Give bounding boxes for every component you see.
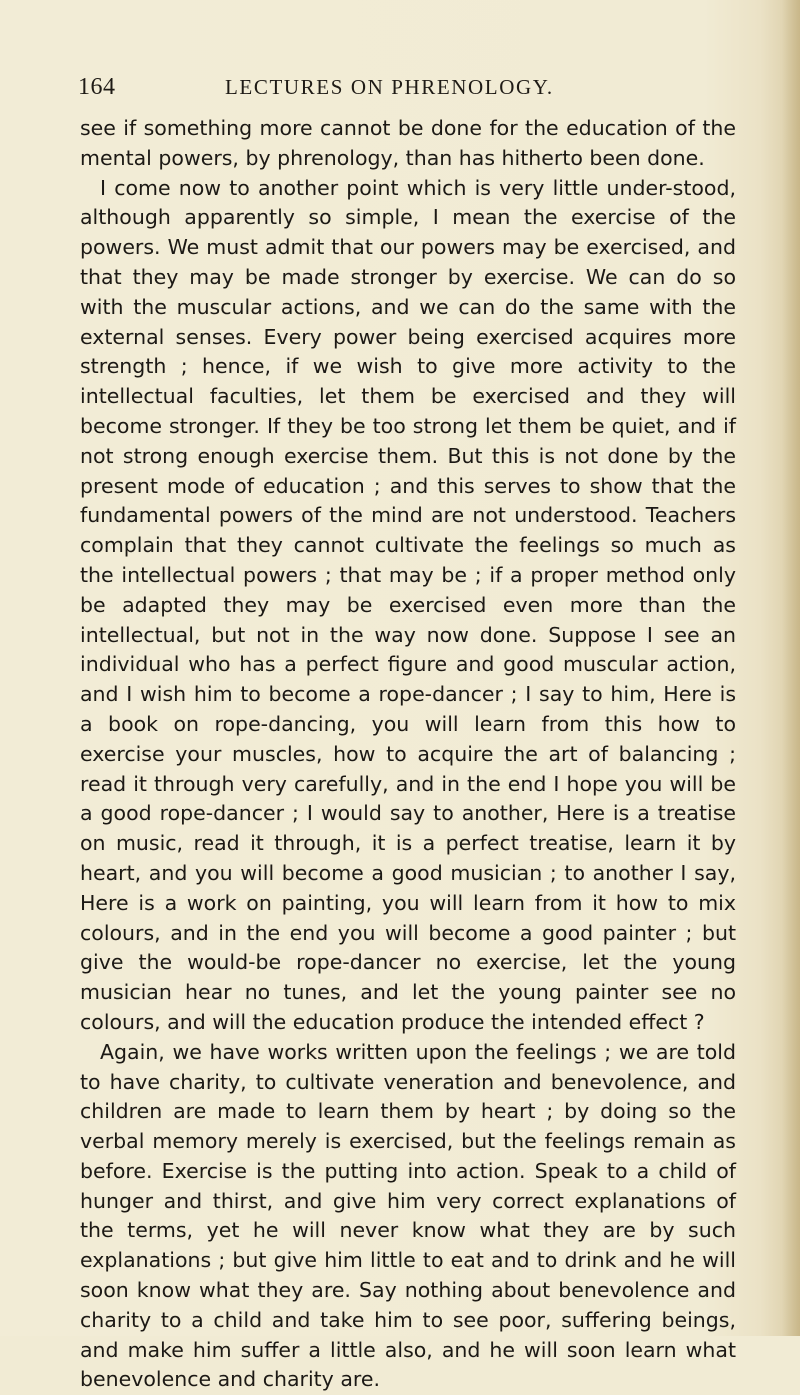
page-header (78, 74, 718, 104)
paragraph-feelings: Again, we have works written upon the feelings ; we are told to have charity, to cultivate veneration and benevolence, and children are made to learn them by heart ; by doing so the verbal memory merely is exercised, but the feelings remain as before. Exercise is the putting into action. Speak to a child of hunger and thirst, and give him very correct explanations of the terms, yet he will never know what they are by such explanations ; but give him little to eat and to drink and he will soon know what they are. Say nothing about benevolence and charity to a child and take him to see poor, suffering beings, and make him suffer a little also, and he will soon learn what benevolence and charity are. (80, 1039, 736, 1392)
paragraph-exercise-of-powers: I come now to another point which is very little under-stood, although apparently so simple, I mean the exercise of the powers. We must admit that our powers may be exercised, and that they may be made stronger by exercise. We can do so with the muscular actions, and we can do the same with the external senses. Every power being exercised acquires more strength ; hence, if we wish to give more activity to the intellectual faculties, let them be exercised and they will become stronger. If they be too strong let them be quiet, and if not strong enough exercise them. But this is not done by the present mode of education ; and this serves to show that the fundamental powers of the mind are not understood. Teachers complain that they cannot cultivate the feelings so much as the intellectual powers ; that may be ; if a proper method only be adapted they may be exercised even more than the intellectual, but not in the way now done. Suppose I see an individual who has a perfect figure and good muscular action, and I wish him to become a rope-dancer ; I say to him, Here is a book on rope-dancing, you will learn from this how to exercise your muscles, how to acquire the art of balancing ; read it through very carefully, and in the end I hope you will be a good rope-dancer ; I would say to another, Here is a treatise on music, read it through, it is a perfect treatise, learn it by heart, and you will become a good musician ; to another I say, Here is a work on painting, you will learn from it how to mix colours, and in the end you will become a good painter ; but give the would-be rope-dancer no exercise, let the young musician hear no tunes, and let the young painter see no colours, and will the education produce the intended effect ? (80, 175, 736, 1034)
body-text (80, 114, 736, 1395)
running-head: LECTURES ON PHRENOLOGY. (225, 75, 554, 99)
page-number: 164 (78, 74, 116, 100)
paragraph-continued: see if something more cannot be done for the education of the mental powers, by phrenology, than has hitherto been done. (80, 116, 736, 170)
page-edge-shadow (782, 0, 800, 1336)
